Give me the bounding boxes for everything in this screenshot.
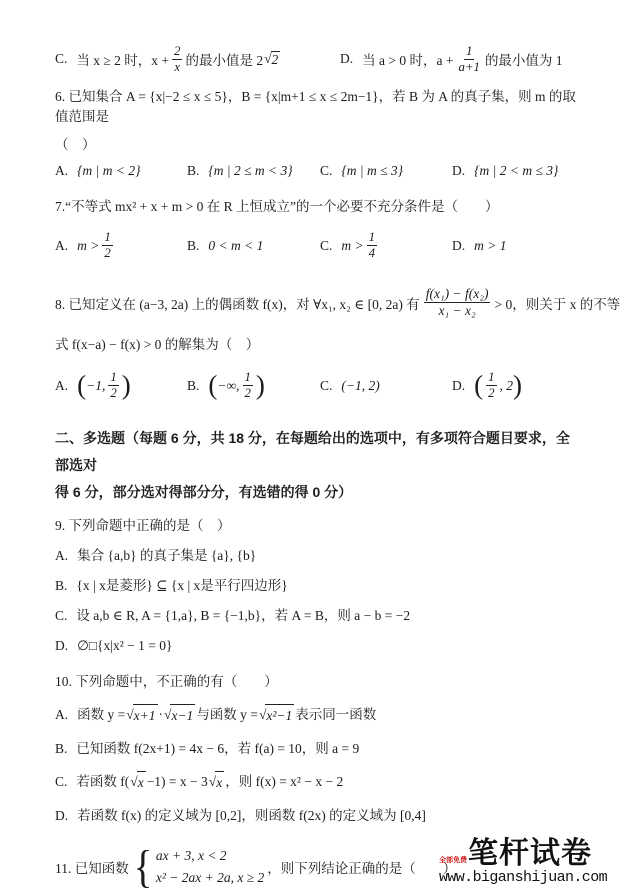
watermark [439, 838, 607, 886]
fraction: $\frac{1}{a+1}$ [458, 44, 480, 74]
fraction: $\frac{1}{2}$ [488, 370, 495, 400]
question-6-stem: 6. 已知集合 A = {x|−2 ≤ x ≤ 5}，B = {x|m+1 ≤ x ≤ 2m−1}，若 B 为 A 的真子集，则 m 的取值范围是 [55, 88, 576, 124]
question-7-options-row [55, 225, 577, 267]
q6-option-d: D. {m | 2 < m ≤ 3} [452, 162, 559, 178]
question-9-stem: 9. 下列命题中正确的是（ ） [55, 517, 231, 533]
q8-option-b: B. ( −∞, $\frac{1}{2}$ ) [187, 369, 265, 400]
question-8-stem: 8. 已知定义在 (a−3, 2a) 上的偶函数 f(x)，对 ∀x₁, x₂ ∈ [0, 2a) 有 $\frac{\text{f(x₁) − f(x₂)}}{\text{x₁ − x₂}}$ > 0，则关于 x 的不等 [55, 286, 621, 318]
sqrt-expression: √ x [130, 771, 145, 793]
q5-option-c [55, 44, 340, 75]
q5-option-d-text: 当 a > 0 时，a + $\frac{1}{a+1}$ 的最小值为 1 [362, 44, 563, 74]
fraction: $\frac{2}{x}$ [174, 44, 181, 74]
q7-option-b: B. 0 < m < 1 [187, 237, 264, 253]
fraction: $\frac{1}{2}$ [110, 370, 117, 400]
piecewise-case-1: ax + 3, x < 2 [155, 847, 227, 863]
section-2-header [55, 425, 577, 506]
watermark-url: www.biganshijuan.com [438, 868, 607, 886]
q10-option-a: A. 函数 y = √ x+1 · √ x−1 与函数 y = √ x²−1 表示同一函数 [55, 704, 577, 726]
piecewise-function [132, 840, 265, 891]
sqrt-expression: √ 2 [264, 50, 279, 67]
q6-option-b: B. {m | 2 ≤ m < 3} [187, 162, 293, 178]
q10-option-d: D. 若函数 f(x) 的定义域为 [0,2]，则函数 f(2x) 的定义域为 [0,4] [55, 807, 426, 823]
question-7-stem: 7.“不等式 mx² + x + m > 0 在 R 上恒成立”的一个必要不充分条件是（ ） [55, 198, 499, 214]
fraction: $\frac{1}{4}$ [368, 230, 376, 260]
question-8-stem-line2: 式 f(x−a) − f(x) > 0 的解集为（ ） [55, 336, 260, 352]
q5-option-c-label: C. [55, 51, 68, 67]
sqrt-expression: √ x²−1 [259, 704, 294, 726]
question-11-stem: 11. 已知函数 { ax + 3, x < 2 x² − 2ax + 2a, x ≥ 2 ，则下列结论正确的是（ ） [55, 840, 457, 891]
q9-option-d: D. ∅□{x|x² − 1 = 0} [55, 637, 173, 653]
q9-option-a: A. 集合 {a,b} 的真子集是 {a}, {b} [55, 547, 257, 563]
sqrt-expression: √ x [209, 771, 224, 793]
q8-option-c: C. (−1, 2) [320, 377, 380, 393]
fraction: $\frac{1}{2}$ [104, 230, 111, 260]
q10-option-c: C. 若函数 f( √ x −1) = x − 3 √ x ，则 f(x) = x² − x − 2 [55, 771, 577, 793]
section-2-header-line1: 二、多选题（每题 6 分，共 18 分，在每题给出的选项中，有多项符合题目要求，全部选对 [55, 429, 570, 473]
question-6-options-row [55, 163, 577, 179]
question-8-options-row [55, 363, 577, 409]
q6-option-c: C. {m | m ≤ 3} [320, 162, 404, 178]
section-2-header-line2: 得 6 分，部分选对得部分分，有选错的得 0 分） [55, 483, 353, 500]
question-5-options-row [55, 44, 577, 75]
q9-option-b: B. {x | x是菱形} ⊆ {x | x是平行四边形} [55, 577, 288, 593]
q8-option-d: D. ( $\frac{1}{2}$ , 2 ) [452, 369, 523, 400]
q9-option-c: C. 设 a,b ∈ R, A = {1,a}, B = {−1,b}，若 A = B，则 a − b = −2 [55, 607, 411, 623]
q10-option-b: B. 已知函数 f(2x+1) = 4x − 6，若 f(a) = 10，则 a = 9 [55, 740, 360, 756]
fraction: $\frac{1}{2}$ [244, 370, 251, 400]
piecewise-case-2: x² − 2ax + 2a, x ≥ 2 [155, 869, 265, 885]
q6-option-a: A. {m | m < 2} [55, 162, 141, 178]
watermark-free-label: 全部免费 [438, 856, 467, 864]
question-10-stem: 10. 下列命题中，不正确的有（ ） [55, 673, 278, 689]
exam-content [55, 44, 621, 891]
q8-option-a: A. ( −1, $\frac{1}{2}$ ) [55, 369, 131, 400]
watermark-brand: 笔杆试卷 [467, 837, 592, 870]
q5-option-d-label: D. [340, 51, 354, 67]
piecewise-brace: { [133, 840, 153, 891]
question-6-answer-paren: （ ） [55, 136, 96, 152]
big-fraction: $\frac{\text{f(x₁) − f(x₂)}}{\text{x₁ − x₂}}$ [425, 286, 489, 318]
q7-option-c: C. m > $\frac{1}{4}$ [320, 230, 376, 260]
sqrt-expression: √ x+1 [126, 704, 157, 726]
sqrt-expression: √ x−1 [164, 704, 195, 726]
q5-option-c-text: 当 x ≥ 2 时，x + $\frac{2}{x}$ 的最小值是 2 √ 2 [76, 44, 279, 74]
q7-option-a: A. m > $\frac{1}{2}$ [55, 230, 111, 260]
q7-option-d: D. m > 1 [452, 237, 507, 253]
q5-option-d [340, 44, 577, 75]
